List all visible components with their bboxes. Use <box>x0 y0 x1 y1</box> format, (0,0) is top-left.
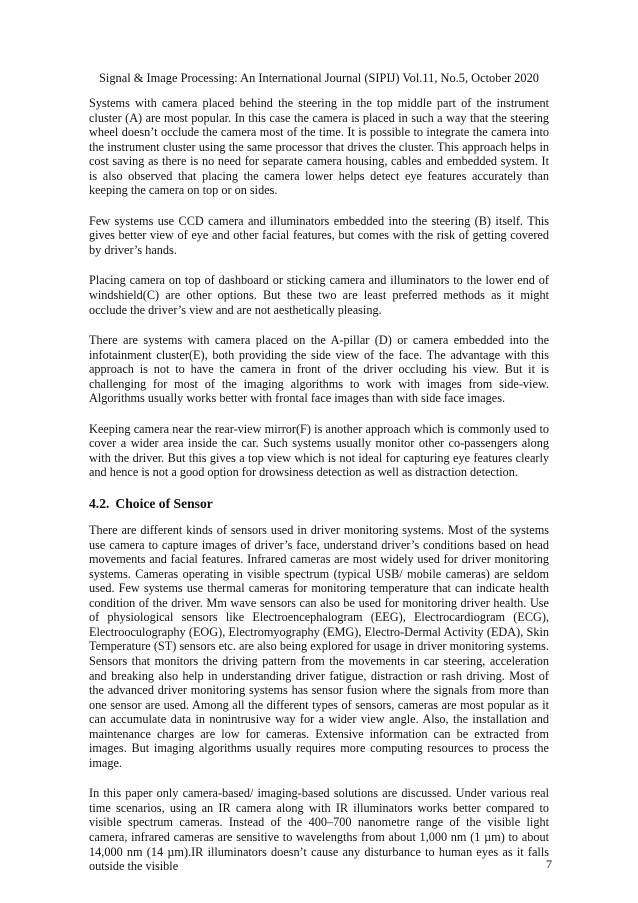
paragraph-a-pillar: There are systems with camera placed on the A-pillar (D) or camera embedded into the infotainment cluster(E), both providing the side view of the face. The advantage with this approach is not to have the camera in front of the driver occluding his view. But it is challenging for most of the imaging algorithms to work with images from side-view. Algorithms usually works better with frontal face images than with side face images. <box>89 333 549 406</box>
section-heading <box>89 496 549 512</box>
paragraph-rear-view-mirror: Keeping camera near the rear-view mirror(F) is another approach which is commonly used to cover a wider area inside the car. Such systems usually monitor other co-passengers along with the driver. But this gives a top view which is not ideal for capturing eye features clearly and hence is not a good option for drowsiness detection as well as distraction detection. <box>89 421 549 480</box>
paragraph-dashboard-windshield: Placing camera on top of dashboard or sticking camera and illuminators to the lower end of windshield(C) are other options. But these two are least preferred methods as it might occlude the driver’s view and are not aesthetically pleasing. <box>89 273 549 317</box>
paragraph-sensor-types: There are different kinds of sensors used in driver monitoring systems. Most of the systems use camera to capture images of driver’s face, understand driver’s conditions based on head movements and facial features. Infrared cameras are most widely used for driver monitoring systems. Cameras operating in visible spectrum (typical USB/ mobile cameras) are seldom used. Few systems use thermal cameras for monitoring temperature that can indicate health condition of the driver. Mm wave sensors can also be used for monitoring driver health. Use of physiological sensors like Electroencephalogram (EEG), Electrocardiogram (ECG), Electrooculography (EOG), Electromyography (EMG), Electro-Dermal Activity (EDA), Skin Temperature (ST) sensors etc. are also being explored for usage in driver monitoring systems. Sensors that monitors the driving pattern from the movements in car steering, acceleration and breaking also help in understanding driver fatigue, distraction or rash driving. Most of the advanced driver monitoring systems has sensor fusion where the signals from more than one sensor are used. Among all the different types of sensors, cameras are most popular as it can accumulate data in nonintrusive way for a wider view angle. Also, the installation and maintenance charges are low for cameras. Extensive information can be extracted from images. But imaging algorithms usually requires more computing resources to process the image. <box>89 523 549 770</box>
running-header: Signal & Image Processing: An International Journal (SIPIJ) Vol.11, No.5, October 2020 <box>99 71 539 85</box>
section-number: 4.2. <box>89 496 110 512</box>
section-title: Choice of Sensor <box>115 496 213 512</box>
paragraph-camera-based: In this paper only camera-based/ imaging-based solutions are discussed. Under various real time scenarios, using an IR camera along with IR illuminators works better compared to visible spectrum cameras. Instead of the 400–700 nanometre range of the visible light camera, infrared cameras are sensitive to wavelengths from about 1,000 nm (1 µm) to about 14,000 nm (14 µm).IR illuminators doesn’t cause any disturbance to human eyes as it falls outside the visible <box>89 786 549 874</box>
paragraph-instrument-cluster: Systems with camera placed behind the steering in the top middle part of the instrument cluster (A) are most popular. In this case the camera is placed in such a way that the steering wheel doesn’t occlude the camera most of the time. It is possible to integrate the camera into the instrument cluster using the same processor that drives the cluster. This approach helps in cost saving as there is no need for separate camera housing, cables and embedded system. It is also observed that placing the camera lower helps detect eye features accurately than keeping the camera on top or on sides. <box>89 96 549 198</box>
paragraph-steering-camera: Few systems use CCD camera and illuminators embedded into the steering (B) itself. This gives better view of eye and other facial features, but comes with the risk of getting covered by driver’s hands. <box>89 213 549 257</box>
page-number: 7 <box>546 857 552 871</box>
article-body <box>89 96 549 890</box>
